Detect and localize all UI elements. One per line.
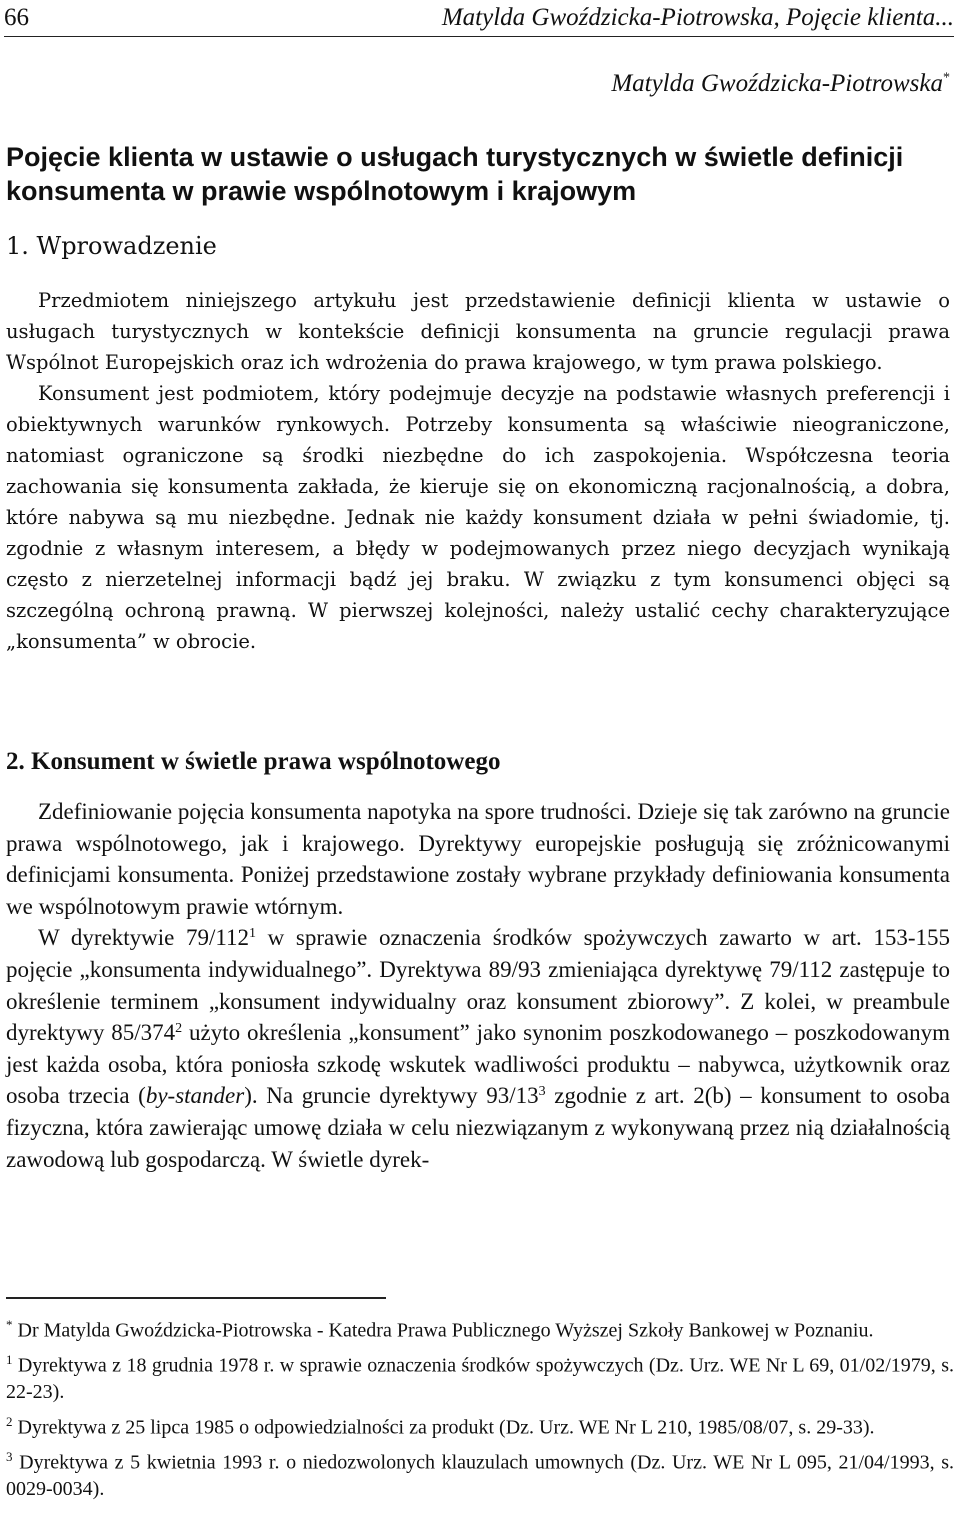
footnote-text: Dr Matylda Gwoździcka-Piotrowska - Katedra Prawa Publicznego Wyższej Szkoły Bankowej w Poznaniu. [12,1319,874,1342]
footnote-marker: * [6,1317,13,1332]
footnote-text: Dyrektywa z 5 kwietnia 1993 r. o niedozwolonych klauzulach umownych (Dz. Urz. WE Nr L 095, 21/04/1993, s. 0029-0034). [6,1451,954,1501]
text-run: ). Na gruncie dyrektywy 93/13 [244,1083,539,1109]
footnote-text: Dyrektywa z 25 lipca 1985 o odpowiedzialności za produkt (Dz. Urz. WE Nr L 210, 1985/08/07, s. 29-33). [12,1416,875,1439]
running-title: Matylda Gwoździcka-Piotrowska, Pojęcie klienta... [441,4,954,31]
section-heading-introduction: 1. Wprowadzenie [6,232,217,260]
footnote-separator [6,1297,386,1299]
footnote-1 [6,1347,954,1406]
section-body-consumer-eu-law [6,796,950,1175]
footnote-3 [6,1444,954,1503]
article-title: Pojęcie klienta w ustawie o usługach turystycznych w świetle definicji konsumenta w prawie wspólnotowym i krajowym [6,142,904,206]
text-run: W dyrektywie 79/112 [38,925,250,951]
footnote-text: Dyrektywa z 18 grudnia 1978 r. w sprawie oznaczenia środków spożywczych (Dz. Urz. WE Nr L 69, 01/02/1979, s. 22-23). [6,1354,954,1404]
text-run: w sprawie oznaczenia środków spożywczych zawarto w art. 153-155 pojęcie „konsumenta indywidualnego”. Dyrektywa 89/93 zmieniająca dyrektywę 79/112 zastępuje to określenie terminem „konsument indywidualny oraz konsument zbiorowy”. Z kolei, w preambule dyrektywy 85/374 [6,925,950,1046]
author-footnote-marker: * [943,70,950,86]
section-body-introduction [6,285,950,657]
footnote-marker: 2 [6,1413,13,1429]
page-number: 66 [4,4,29,31]
footnote-marker: 3 [6,1448,13,1464]
text-run: zgodnie z art. 2(b) – konsument to osoba fizyczna, która zawierając umowę działa w celu niezwiązanym z wykonywaną przez nią działalnością zawodową lub gospodarczą. W świetle dyrek- [6,1083,950,1172]
paragraph: Przedmiotem niniejszego artykułu jest przedstawienie definicji klienta w ustawie o usługach turystycznych w kontekście definicji konsumenta na gruncie regulacji prawa Wspólnot Europejskich oraz ich wdrożenia do prawa krajowego, w tym prawa polskiego. [6,289,950,374]
author-line [611,70,950,98]
running-header [4,0,954,37]
paragraph: Konsument jest podmiotem, który podejmuje decyzje na podstawie własnych preferencji i obiektywnych warunków rynkowych. Potrzeby konsumenta są właściwie nieograniczone, natomiast ograniczone są środki niezbędne do ich zaspokojenia. Współczesna teoria zachowania się konsumenta zakłada, że kieruje się on ekonomiczną racjonalnością, a dobra, które nabywa są mu niezbędne. Jednak nie każdy konsument działa w pełni świadomie, tj. zgodnie z własnym interesem, a błędy w podejmowanych przez niego decyzjach wynikają często z nierzetelnej informacji bądź jej braku. W związku z tym konsumenci objęci są szczególną ochroną prawną. W pierwszej kolejności, należy ustalić cechy charakteryzujące „konsumenta” w obrocie. [6,382,950,653]
author-name: Matylda Gwoździcka-Piotrowska [611,70,943,97]
footnote-author [6,1312,954,1344]
footnote-marker: 1 [6,1352,13,1368]
footnotes [6,1312,954,1506]
footnote-2 [6,1409,954,1441]
text-run: użyto określenia „konsument” jako synonim poszkodowanego – poszkodowanym jest każda osoba, która poniosła szkodę wskutek wadliwości produktu – nabywca, użytkownik oraz osoba trzecia ( [6,1020,950,1109]
paragraph [6,922,950,1175]
italic-term: by-stander [145,1083,245,1109]
footnote-ref-1[interactable]: 1 [249,926,257,942]
paragraph: Zdefiniowanie pojęcia konsumenta napotyka na spore trudności. Dzieje się tak zarówno na gruncie prawa wspólnotowego, jak i krajowego. Dyrektywy europejskie posługują się zróżnicowanymi definicjami konsumenta. Poniżej przedstawione zostały wybrane przykłady definiowania konsumenta we wspólnotowym prawie wtórnym. [6,799,950,919]
footnote-ref-2[interactable]: 2 [175,1021,183,1037]
footnote-ref-3[interactable]: 3 [538,1084,546,1100]
section-heading-consumer-eu-law: 2. Konsument w świetle prawa wspólnotowego [6,748,501,775]
